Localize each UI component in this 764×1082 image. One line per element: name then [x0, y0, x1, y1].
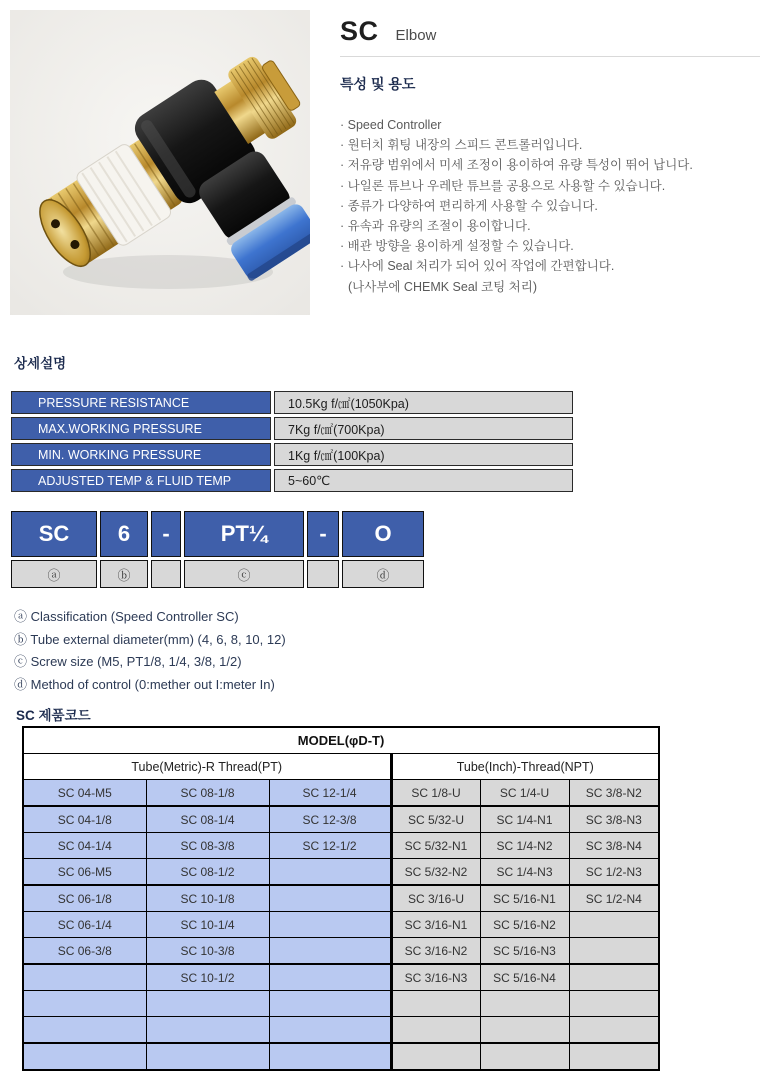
product-code-cell	[480, 991, 569, 1017]
product-code-cell: SC 06-M5	[23, 859, 146, 886]
product-code-cell: SC 3/8-N2	[569, 780, 659, 807]
product-code-cell: SC 04-1/4	[23, 833, 146, 859]
product-code-cell	[269, 964, 391, 991]
product-code-cell	[269, 859, 391, 886]
product-code-cell: SC 10-1/2	[146, 964, 269, 991]
product-code-cell	[480, 1043, 569, 1070]
model-code-key: ⓒ	[184, 560, 304, 588]
product-code-cell: SC 1/4-N1	[480, 806, 569, 833]
feature-item: · 종류가 다양하여 편리하게 사용할 수 있습니다.	[340, 196, 760, 216]
product-code-cell: SC 08-1/8	[146, 780, 269, 807]
model-code-segment: SC	[11, 511, 97, 557]
product-code-title: SC	[340, 16, 379, 46]
product-code-cell: SC 12-1/2	[269, 833, 391, 859]
product-code-cell	[269, 1043, 391, 1070]
model-code-table	[8, 508, 427, 591]
product-code-cell	[146, 1043, 269, 1070]
product-code-row	[23, 833, 659, 859]
product-code-cell	[23, 991, 146, 1017]
product-code-cell: SC 06-1/8	[23, 885, 146, 912]
spec-row	[11, 443, 573, 466]
code-note-line: ⓓ Method of control (0:mether out I:meter In)	[14, 676, 275, 692]
spec-label: MIN. WORKING PRESSURE	[11, 443, 271, 466]
product-code-row	[23, 780, 659, 807]
product-code-row	[23, 885, 659, 912]
product-code-cell: SC 5/16-N3	[480, 938, 569, 965]
features-footnote: (나사부에 CHEMK Seal 코팅 처리)	[348, 279, 537, 294]
spec-label: MAX.WORKING PRESSURE	[11, 417, 271, 440]
product-code-cell	[391, 991, 480, 1017]
product-code-cell	[269, 1017, 391, 1044]
features-list	[340, 115, 760, 277]
product-code-cell	[569, 964, 659, 991]
spec-label: ADJUSTED TEMP & FLUID TEMP	[11, 469, 271, 492]
product-code-cell	[269, 938, 391, 965]
product-code-cell: SC 06-1/4	[23, 912, 146, 938]
product-code-cell	[269, 912, 391, 938]
product-code-cell	[146, 991, 269, 1017]
product-code-cell	[23, 1017, 146, 1044]
product-code-cell: SC 1/2-N3	[569, 859, 659, 886]
code-notes	[14, 606, 286, 696]
product-code-cell	[146, 1017, 269, 1044]
inch-group-header: Tube(Inch)-Thread(NPT)	[391, 754, 659, 780]
product-code-cell	[23, 1043, 146, 1070]
product-code-cell: SC 1/4-N2	[480, 833, 569, 859]
product-type-label: Elbow	[395, 27, 437, 44]
model-code-key: ⓓ	[342, 560, 424, 588]
model-code-key: ⓑ	[100, 560, 148, 588]
product-code-cell: SC 10-3/8	[146, 938, 269, 965]
product-code-cell	[569, 912, 659, 938]
spec-value: 10.5Kg f/㎠(1050Kpa)	[274, 391, 573, 414]
spec-row	[11, 417, 573, 440]
product-code-row	[23, 1043, 659, 1070]
model-code-segment: -	[307, 511, 339, 557]
product-code-cell: SC 3/16-U	[391, 885, 480, 912]
product-code-cell: SC 10-1/4	[146, 912, 269, 938]
product-code-cell: SC 5/32-N1	[391, 833, 480, 859]
product-code-cell: SC 3/8-N3	[569, 806, 659, 833]
code-note-line: ⓒ Screw size (M5, PT1/8, 1/4, 3/8, 1/2)	[14, 654, 242, 669]
product-code-cell	[569, 938, 659, 965]
product-table-title: MODEL(φD-T)	[23, 727, 659, 754]
feature-item: · 유속과 유량의 조절이 용이합니다.	[340, 216, 760, 236]
product-code-cell	[391, 1043, 480, 1070]
product-code-cell	[23, 964, 146, 991]
feature-item: · 원터치 휘팅 내장의 스피드 콘트롤러입니다.	[340, 135, 760, 155]
spec-label: PRESSURE RESISTANCE	[11, 391, 271, 414]
spec-table	[8, 388, 576, 495]
product-code-cell: SC 3/16-N2	[391, 938, 480, 965]
model-code-segment: 6	[100, 511, 148, 557]
product-code-table	[22, 726, 660, 1071]
model-code-segment: PT¼	[184, 511, 304, 557]
feature-item: · 나사에 Seal 처리가 되어 있어 작업에 간편합니다.	[340, 256, 760, 276]
product-code-cell: SC 3/8-N4	[569, 833, 659, 859]
product-photo	[10, 10, 310, 315]
product-table-heading: SC 제품코드	[16, 708, 91, 723]
code-note-line: ⓐ Classification (Speed Controller SC)	[14, 609, 239, 624]
product-code-cell: SC 5/32-N2	[391, 859, 480, 886]
model-code-segment: -	[151, 511, 181, 557]
features-heading: 특성 및 용도	[340, 76, 416, 92]
product-code-cell: SC 1/2-N4	[569, 885, 659, 912]
product-code-cell: SC 5/16-N2	[480, 912, 569, 938]
product-code-row	[23, 991, 659, 1017]
product-code-cell: SC 04-1/8	[23, 806, 146, 833]
product-code-cell	[269, 991, 391, 1017]
spec-row	[11, 391, 573, 414]
product-code-cell: SC 12-3/8	[269, 806, 391, 833]
product-code-cell: SC 5/32-U	[391, 806, 480, 833]
product-code-cell: SC 3/16-N1	[391, 912, 480, 938]
spec-value: 7Kg f/㎠(700Kpa)	[274, 417, 573, 440]
product-code-row	[23, 938, 659, 965]
product-code-cell: SC 06-3/8	[23, 938, 146, 965]
feature-item: · 저유량 범위에서 미세 조정이 용이하여 유량 특성이 뛰어 납니다.	[340, 155, 760, 175]
spec-value: 5~60℃	[274, 469, 573, 492]
product-code-cell	[391, 1017, 480, 1044]
model-code-key	[151, 560, 181, 588]
model-code-segments-row	[11, 511, 424, 557]
product-code-cell: SC 10-1/8	[146, 885, 269, 912]
product-code-row	[23, 859, 659, 886]
product-table-title-row	[23, 727, 659, 754]
metric-group-header: Tube(Metric)-R Thread(PT)	[23, 754, 391, 780]
model-code-segment: O	[342, 511, 424, 557]
product-code-cell: SC 08-3/8	[146, 833, 269, 859]
feature-item: · Speed Controller	[340, 115, 760, 135]
model-code-key	[307, 560, 339, 588]
product-code-cell	[480, 1017, 569, 1044]
model-code-labels-row	[11, 560, 424, 588]
header-section	[340, 16, 760, 297]
spec-value: 1Kg f/㎠(100Kpa)	[274, 443, 573, 466]
product-code-cell: SC 3/16-N3	[391, 964, 480, 991]
product-code-cell: SC 08-1/4	[146, 806, 269, 833]
product-code-cell	[569, 991, 659, 1017]
feature-item: · 배관 방향을 용이하게 설정할 수 있습니다.	[340, 236, 760, 256]
product-code-cell	[269, 885, 391, 912]
product-code-cell	[569, 1017, 659, 1044]
product-code-cell: SC 1/8-U	[391, 780, 480, 807]
model-code-key: ⓐ	[11, 560, 97, 588]
product-table-group-row	[23, 754, 659, 780]
code-note-line: ⓑ Tube external diameter(mm) (4, 6, 8, 10, 12)	[14, 631, 286, 647]
product-code-cell: SC 5/16-N4	[480, 964, 569, 991]
product-code-row	[23, 912, 659, 938]
specs-heading: 상세설명	[14, 356, 67, 371]
product-code-row	[23, 1017, 659, 1044]
product-code-row	[23, 806, 659, 833]
product-code-cell: SC 1/4-N3	[480, 859, 569, 886]
title-row	[340, 16, 760, 47]
product-code-cell	[569, 1043, 659, 1070]
product-code-row	[23, 964, 659, 991]
feature-item: · 나일론 튜브나 우레탄 튜브를 공용으로 사용할 수 있습니다.	[340, 176, 760, 196]
product-code-cell: SC 08-1/2	[146, 859, 269, 886]
product-code-cell: SC 5/16-N1	[480, 885, 569, 912]
speed-controller-photo-illustration	[10, 10, 310, 315]
product-code-cell: SC 04-M5	[23, 780, 146, 807]
product-code-cell: SC 12-1/4	[269, 780, 391, 807]
title-divider	[340, 56, 760, 57]
product-code-cell: SC 1/4-U	[480, 780, 569, 807]
spec-row	[11, 469, 573, 492]
